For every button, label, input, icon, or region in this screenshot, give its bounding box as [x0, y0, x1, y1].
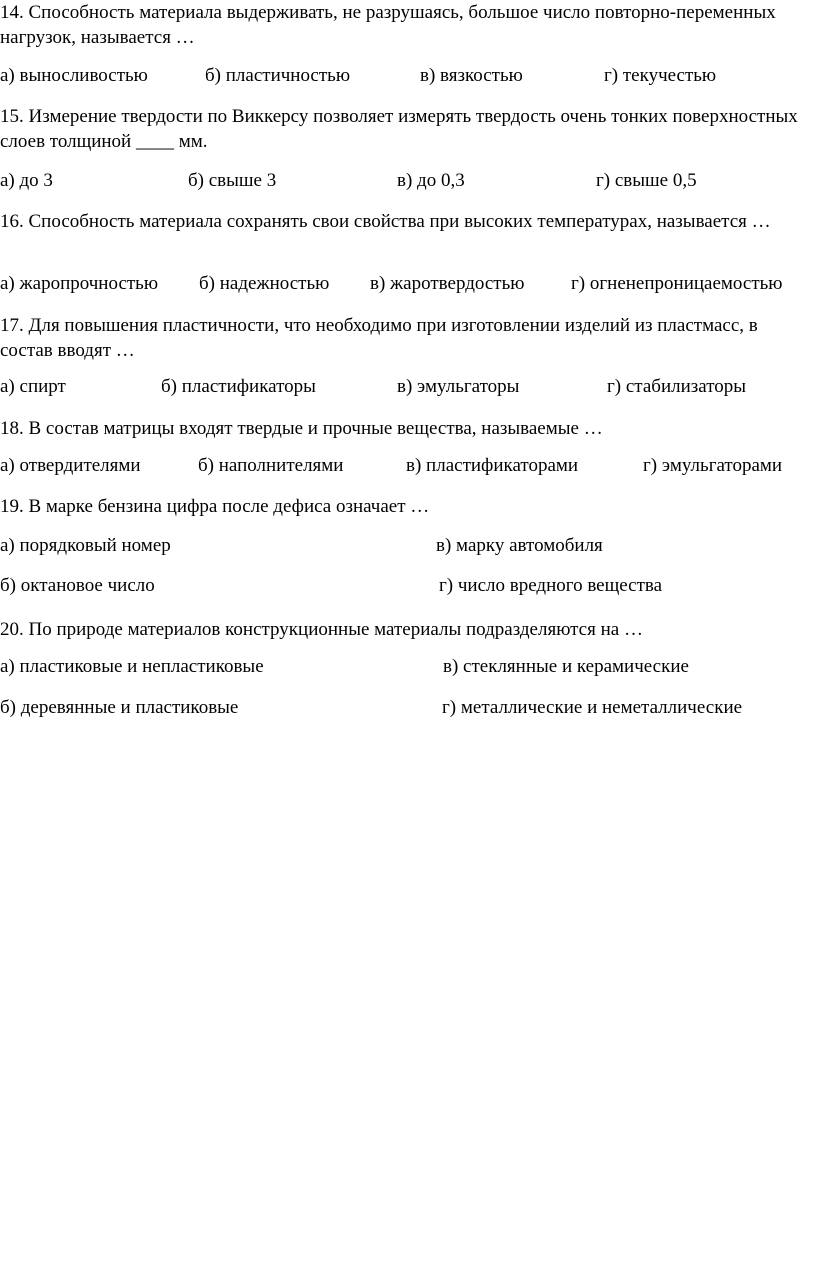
answer-options-19-row2 [0, 573, 816, 599]
answer-options-14 [0, 63, 816, 89]
option-v: в) до 0,3 [397, 170, 465, 191]
option-a: а) жаропрочностью [0, 273, 159, 294]
option-a: а) до 3 [0, 170, 53, 191]
option-v: в) пластификаторами [406, 455, 579, 476]
answer-options-20-row1 [0, 654, 816, 680]
question-text: 17. Для повышения пластичности, что необходимо при изготовлении изделий из пластмасс, в состав вводят … [0, 315, 758, 361]
option-a: а) порядковый номер [0, 535, 171, 556]
question-19 [0, 494, 800, 519]
option-g: г) свыше 0,5 [596, 170, 697, 191]
question-text: 19. В марке бензина цифра после дефиса означает … [0, 496, 430, 517]
option-b: б) наполнителями [198, 455, 344, 476]
question-20 [0, 617, 800, 642]
option-b: б) пластификаторы [161, 376, 316, 397]
question-14 [0, 0, 800, 50]
answer-options-17 [0, 374, 816, 400]
question-text: 16. Способность материала сохранять свои свойства при высоких температурах, называется … [0, 211, 771, 232]
answer-options-16 [0, 271, 816, 297]
option-g: г) эмульгаторами [643, 455, 783, 476]
option-g: г) стабилизаторы [607, 376, 747, 397]
question-16 [0, 209, 800, 234]
option-v: в) вязкостью [420, 65, 523, 86]
option-b: б) надежностью [199, 273, 330, 294]
option-v: в) эмульгаторы [397, 376, 520, 397]
question-text: 20. По природе материалов конструкционные материалы подразделяются на … [0, 619, 643, 640]
option-a: а) отвердителями [0, 455, 141, 476]
option-v: в) стеклянные и керамические [443, 656, 689, 677]
question-text: 14. Способность материала выдерживать, не разрушаясь, большое число повторно-переменных нагрузок, называется … [0, 2, 776, 48]
option-b: б) свыше 3 [188, 170, 277, 191]
option-g: г) число вредного вещества [439, 575, 663, 596]
answer-options-19-row1 [0, 533, 816, 559]
question-text: 18. В состав матрицы входят твердые и прочные вещества, называемые … [0, 418, 603, 439]
option-g: г) огненепроницаемостью [571, 273, 783, 294]
option-v: в) жаротвердостью [370, 273, 525, 294]
question-text: 15. Измерение твердости по Виккерсу позволяет измерять твердость очень тонких поверхностных слоев толщиной ____ мм. [0, 106, 798, 152]
option-a: а) выносливостью [0, 65, 148, 86]
answer-options-20-row2 [0, 695, 816, 721]
option-g: г) текучестью [604, 65, 717, 86]
option-v: в) марку автомобиля [436, 535, 603, 556]
answer-options-18 [0, 453, 816, 479]
option-a: а) спирт [0, 376, 66, 397]
option-b: б) деревянные и пластиковые [0, 697, 239, 718]
answer-options-15 [0, 168, 816, 194]
option-g: г) металлические и неметаллические [442, 697, 743, 718]
question-17 [0, 313, 800, 363]
question-18 [0, 416, 800, 441]
option-a: а) пластиковые и непластиковые [0, 656, 264, 677]
option-b: б) октановое число [0, 575, 155, 596]
question-15 [0, 104, 800, 154]
option-b: б) пластичностью [205, 65, 351, 86]
